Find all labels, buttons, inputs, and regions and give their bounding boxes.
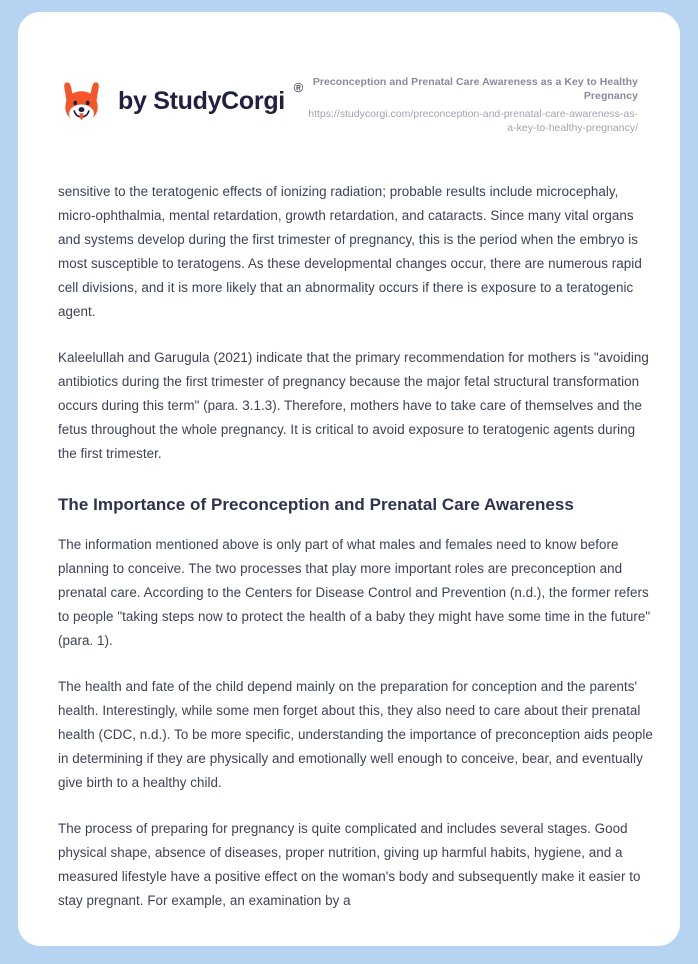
corgi-face-icon — [58, 78, 105, 125]
document-header — [18, 12, 680, 160]
document-source-url: https://studycorgi.com/preconception-and-prenatal-care-awareness-as-a-key-to-healthy-pregnancy/ — [308, 108, 638, 134]
body-paragraph: sensitive to the teratogenic effects of ionizing radiation; probable results include microcephaly, micro-ophthalmia, mental retardation, growth retardation, and cataracts. Since many vital organs and systems develop during the first trimester of pregnancy, this is the period when the embryo is most susceptible to teratogens. As these developmental changes occur, there are numerous rapid cell divisions, and it is more likely that an abnormality occurs if there is exposure to a teratogenic agent. — [58, 184, 642, 319]
section-heading: The Importance of Preconception and Prenatal Care Awareness — [58, 495, 574, 514]
document-body — [58, 180, 656, 913]
body-paragraph: Kaleelullah and Garugula (2021) indicate that the primary recommendation for mothers is "avoiding antibiotics during the first trimester of pregnancy because the major fetal structural transformation occurs during this term" (para. 3.1.3). Therefore, mothers have to take care of themselves and the fetus throughout the whole pregnancy. It is critical to avoid exposure to teratogenic agents during the first trimester. — [58, 350, 649, 461]
registered-trademark-icon: ® — [293, 80, 303, 95]
studycorgi-branding — [58, 78, 303, 125]
header-meta — [303, 75, 638, 135]
brand-name — [118, 80, 303, 115]
brand-name-text: by StudyCorgi — [118, 87, 285, 115]
body-paragraph: The information mentioned above is only part of what males and females need to know before planning to conceive. The two processes that play more important roles are preconception and prenatal care. According to the Centers for Disease Control and Prevention (n.d.), the former refers to people "taking steps now to protect the health of a baby they might have some time in the future" (para. 1). — [58, 537, 651, 648]
body-paragraph: The health and fate of the child depend mainly on the preparation for conception and the parents' health. Interestingly, while some men forget about this, they also need to care about their prenatal health (CDC, n.d.). To be more specific, understanding the importance of preconception aids people in determining if they are physically and emotionally well enough to conceive, bear, and eventually give birth to a healthy child. — [58, 679, 653, 790]
document-page-card — [18, 12, 680, 946]
body-paragraph: The process of preparing for pregnancy is quite complicated and includes several stages. Good physical shape, absence of diseases, proper nutrition, giving up harmful habits, hygiene, and a measured lifestyle have a positive effect on the woman's body and subsequently make it easier to stay pregnant. For example, an examination by a — [58, 821, 641, 908]
document-title: Preconception and Prenatal Care Awareness as a Key to Healthy Pregnancy — [312, 76, 638, 102]
